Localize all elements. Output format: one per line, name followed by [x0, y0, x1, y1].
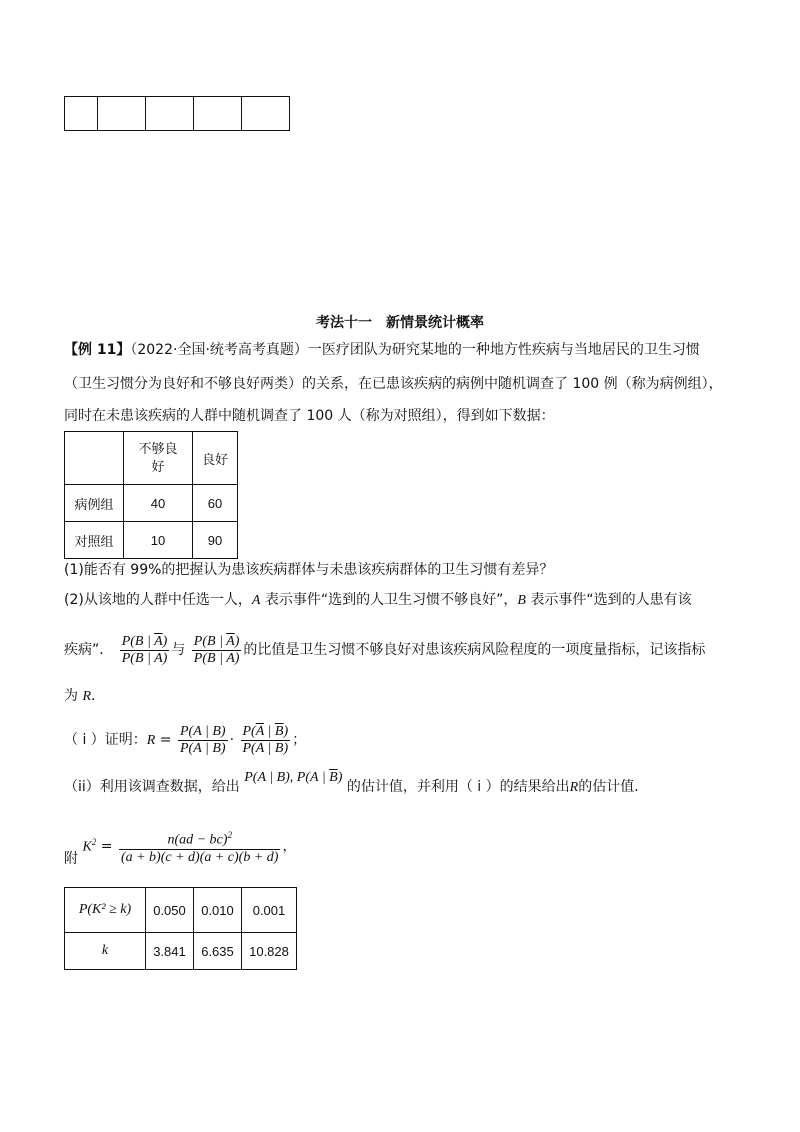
- question-2-part-i: （ i ）证明：R = $\frac{P(A | B)}{P(\overline{A} | B)}$ · $\frac{P(\overline{A} | \overline{B})}{P(A | \overline{B})}$ ；: [64, 723, 307, 756]
- critical-value-table: [64, 887, 297, 970]
- table-row-label: P(K² ≥ k): [65, 888, 146, 933]
- table-row-label: k: [65, 933, 146, 970]
- table-cell: 60: [193, 485, 238, 522]
- question-2-line-1: (2)从该地的人群中任选一人，A 表示事件“选到的人卫生习惯不够良好”，B 表示事件“选到的人患有该: [64, 592, 692, 608]
- event-a: A: [251, 593, 261, 608]
- index-r: R: [82, 689, 92, 704]
- question-2-part-ii: （ii）利用该调查数据，给出 P(A | B), P(A | $\overline{B}$) 的估计值，并利用（ i ）的结果给出R的估计值．: [64, 770, 649, 795]
- data-table: [64, 431, 238, 559]
- example-line-1: [64, 340, 700, 360]
- table-cell: 6.635: [194, 933, 242, 970]
- empty-cell: [242, 97, 290, 131]
- table-row: [65, 888, 297, 933]
- table-cell: 10.828: [242, 933, 297, 970]
- table-cell: 90: [193, 522, 238, 559]
- ratio-fraction-1: $\frac{P(B | \overline{A})}{P(\overline{B} | \overline{A})}$: [121, 633, 168, 666]
- ratio-fraction-2: $\frac{P(B | \overline{A})}{P(\overline{B} | \overline{A})}$: [193, 633, 240, 666]
- example-line-2: （卫生习惯分为良好和不够良好两类）的关系，在已患该疾病的病例中随机调查了 100 例（称为病例组），: [64, 376, 723, 392]
- question-2-line-3: 为 R.: [64, 688, 96, 704]
- table-cell: 3.841: [146, 933, 194, 970]
- table-cell: 0.050: [146, 888, 194, 933]
- empty-cell: [98, 97, 146, 131]
- estimate-expression: P(A | B), P(A | $\overline{B}$): [244, 770, 343, 785]
- table-row: [65, 522, 238, 559]
- table-row-label: 对照组: [65, 522, 124, 559]
- table-row: [65, 933, 297, 970]
- formula-fraction: $\frac{n(ad - bc)^2}{(a + b)(c + d)(a + c)(b + d)}$: [119, 827, 281, 866]
- example-text: 一医疗团队为研究某地的一种地方性疾病与当地居民的卫生习惯: [307, 342, 700, 358]
- table-cell: 0.001: [242, 888, 297, 933]
- proof-fraction-1: $\frac{P(A | B)}{P(\overline{A} | B)}$: [180, 723, 226, 756]
- section-title: 考法十一 新情景统计概率: [316, 315, 484, 331]
- top-empty-table: [64, 96, 290, 131]
- example-source: （2022·全国·统考高考真题）: [130, 342, 308, 358]
- table-corner-cell: [65, 432, 124, 485]
- proof-fraction-2: $\frac{P(\overline{A} | \overline{B})}{P(A | \overline{B})}$: [242, 723, 289, 756]
- table-row-label: 病例组: [65, 485, 124, 522]
- example-tag: 【例 11】: [64, 342, 131, 358]
- table-header-cell: 良好: [193, 432, 238, 485]
- chi-square-formula: 附 $K^2$ = $\frac{n(ad - bc)^2}{(a + b)(c + d)(a + c)(b + d)}$ ，: [64, 822, 296, 868]
- question-2-line-2: 疾病”． $\frac{P(B | \overline{A})}{P(\overline{B} | \overline{A})}$ 与 $\frac{P(B | \overline{A})}{P(\overline{B} | \overline{A})}$ 的比值是卫生习惯不够良好对患该疾病风险程度的一项度量指标，记该指标: [64, 633, 706, 666]
- event-b: B: [517, 593, 526, 608]
- empty-cell: [65, 97, 98, 131]
- table-row: [65, 485, 238, 522]
- empty-cell: [194, 97, 242, 131]
- table-header-cell: 不够良好: [124, 432, 193, 485]
- table-header-row: [65, 432, 238, 485]
- question-1: (1)能否有 99%的把握认为患该疾病群体与未患该疾病群体的卫生习惯有差异？: [64, 562, 554, 578]
- empty-cell: [146, 97, 194, 131]
- table-cell: 0.010: [194, 888, 242, 933]
- table-cell: 10: [124, 522, 193, 559]
- table-cell: 40: [124, 485, 193, 522]
- example-line-3: 同时在未患该疾病的人群中随机调查了 100 人（称为对照组），得到如下数据：: [64, 408, 555, 424]
